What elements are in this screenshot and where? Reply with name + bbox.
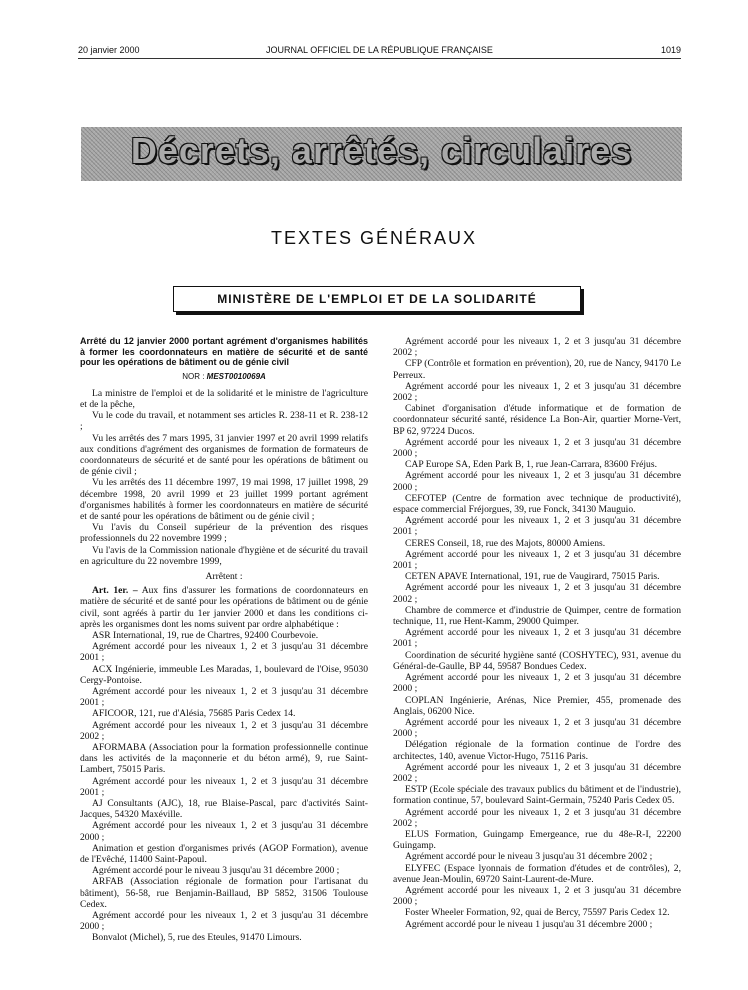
right-entry-list bbox=[393, 336, 681, 930]
nor-code: MEST0010069A bbox=[206, 371, 266, 381]
organism-entry: ACX Ingénierie, immeuble Les Maradas, 1, boulevard de l'Oise, 95030 Cergy-Pontoise. bbox=[80, 663, 368, 686]
agrement-line: Agrément accordé pour les niveaux 1, 2 et 3 jusqu'au 31 décembre 2002 ; bbox=[393, 336, 681, 359]
arrete-title: Arrêté du 12 janvier 2000 portant agrément d'organismes habilités à former les coordonnateurs en matière de sécurité et de santé pour les opérations de bâtiment ou de génie civil bbox=[80, 336, 368, 367]
article-1 bbox=[80, 585, 368, 630]
vu-paragraph: Vu l'avis du Conseil supérieur de la prévention des risques professionnels du 22 novembre 1999 ; bbox=[80, 522, 368, 545]
organism-entry: CFP (Contrôle et formation en prévention), 20, rue de Nancy, 94170 Le Perreux. bbox=[393, 358, 681, 381]
agrement-line: Agrément accordé pour les niveaux 1, 2 et 3 jusqu'au 31 décembre 2002 ; bbox=[393, 380, 681, 404]
organism-entry: ELYFEC (Espace lyonnais de formation d'études et de contrôles), 2, avenue Jean-Moulin, 69720 Saint-Laurent-de-Mure. bbox=[393, 862, 681, 885]
header-rule bbox=[78, 58, 681, 59]
organism-entry: AFORMABA (Association pour la formation professionnelle continue dans les activités de la maçonnerie et du béton armé), 9, rue Saint-Lambert, 75015 Paris. bbox=[80, 742, 368, 776]
organism-entry: COPLAN Ingénierie, Arénas, Nice Premier, 455, promenade des Anglais, 06200 Nice. bbox=[393, 694, 681, 717]
organism-entry: Coordination de sécurité hygiène santé (COSHYTEC), 931, avenue du Général-de-Gaulle, BP 44, 59587 Bondues Cedex. bbox=[393, 649, 681, 672]
organism-entry: ELUS Formation, Guingamp Emergeance, rue du 48e-R-I, 22200 Guingamp. bbox=[393, 828, 681, 852]
organism-entry: CEFOTEP (Centre de formation avec technique de productivité), espace commercial Fréjorgues, 39, rue Fonck, 34130 Mauguio. bbox=[393, 492, 681, 516]
banner-title: Décrets, arrêtés, circulaires bbox=[130, 130, 633, 171]
organism-entry: CETEN APAVE International, 191, rue de Vaugirard, 75015 Paris. bbox=[405, 571, 660, 583]
agrement-line: Agrément accordé pour les niveaux 1, 2 et 3 jusqu'au 31 décembre 2000 ; bbox=[393, 672, 681, 695]
page-header bbox=[78, 45, 681, 59]
vu-paragraph: Vu l'avis de la Commission nationale d'hygiène et de sécurité du travail en agriculture du 22 novembre 1999, bbox=[80, 544, 368, 567]
organism-entry: Animation et gestion d'organismes privés (AGOP Formation), avenue de l'Evêché, 11400 Saint-Papoul. bbox=[80, 842, 368, 866]
arrete-intro: La ministre de l'emploi et de la solidarité et le ministre de l'agriculture et de la pêche, bbox=[80, 387, 368, 410]
nor-line bbox=[80, 371, 368, 382]
agrement-line: Agrément accordé pour les niveaux 1, 2 et 3 jusqu'au 31 décembre 2001 ; bbox=[80, 685, 368, 709]
vu-paragraph: Vu les arrêtés des 7 mars 1995, 31 janvier 1997 et 20 avril 1999 relatifs aux conditions d'agrément des organismes de formation de formateurs de coordonnateurs de sécurité et de santé pour les opérations de bâtiment ou de génie civil ; bbox=[80, 432, 368, 478]
organism-entry: Cabinet d'organisation d'étude informatique et de formation de coordonnateur sécurité santé, résidence La Bon-Air, quartier Morne-Vert, BP 62, 97224 Ducos. bbox=[393, 403, 681, 437]
agrement-line: Agrément accordé pour les niveaux 1, 2 et 3 jusqu'au 31 décembre 2000 ; bbox=[80, 910, 368, 933]
nor-label: NOR : bbox=[182, 371, 205, 381]
agrement-line: Agrément accordé pour les niveaux 1, 2 et 3 jusqu'au 31 décembre 2001 ; bbox=[393, 515, 681, 538]
organism-entry: ASR International, 19, rue de Chartres, 92400 Courbevoie. bbox=[92, 629, 319, 641]
organism-entry: Bonvalot (Michel), 5, rue des Eteules, 91470 Limours. bbox=[92, 932, 302, 944]
banner bbox=[81, 127, 682, 181]
article-1-number: Art. 1er. – bbox=[92, 585, 138, 597]
agrement-line: Agrément accordé pour les niveaux 1, 2 et 3 jusqu'au 31 décembre 2002 ; bbox=[393, 761, 681, 784]
organism-entry: AFICOOR, 121, rue d'Alésia, 75685 Paris Cedex 14. bbox=[92, 708, 296, 720]
agrement-line: Agrément accordé pour les niveaux 1, 2 et 3 jusqu'au 31 décembre 2002 ; bbox=[393, 806, 681, 829]
agrement-line: Agrément accordé pour les niveaux 1, 2 et 3 jusqu'au 31 décembre 2000 ; bbox=[393, 716, 681, 740]
column-left bbox=[80, 336, 368, 966]
agrement-line: Agrément accordé pour les niveaux 1, 2 et 3 jusqu'au 31 décembre 2001 ; bbox=[80, 775, 368, 798]
agrement-line: Agrément accordé pour le niveau 3 jusqu'au 31 décembre 2002 ; bbox=[405, 851, 653, 863]
agrement-line: Agrément accordé pour les niveaux 1, 2 et 3 jusqu'au 31 décembre 2000 ; bbox=[393, 436, 681, 460]
organism-entry: CERES Conseil, 18, rue des Majots, 80000 Amiens. bbox=[405, 537, 606, 549]
arretent-heading: Arrêtent : bbox=[205, 570, 243, 582]
header-journal-title: JOURNAL OFFICIEL DE LA RÉPUBLIQUE FRANÇAISE bbox=[266, 45, 493, 55]
ministry-box: MINISTÈRE DE L'EMPLOI ET DE LA SOLIDARITÉ bbox=[173, 286, 581, 312]
agrement-line: Agrément accordé pour les niveaux 1, 2 et 3 jusqu'au 31 décembre 2000 ; bbox=[393, 470, 681, 493]
organism-entry: ESTP (Ecole spéciale des travaux publics du bâtiment et de l'industrie), formation continue, 57, boulevard Saint-Germain, 75240 Paris Cedex 05. bbox=[393, 784, 681, 807]
vu-paragraph: Vu le code du travail, et notamment ses articles R. 238-11 et R. 238-12 ; bbox=[80, 410, 368, 433]
article-1-text: Aux fins d'assurer les formations de coordonnateurs en matière de sécurité et de santé pour les opérations de bâtiment ou de génie civil, sont agréés à partir du 1er janvier 2000 et dans les conditions ci-après les organismes dont les noms suivent par ordre alphabétique : bbox=[80, 585, 368, 630]
section-title: TEXTES GÉNÉRAUX bbox=[270, 228, 478, 248]
agrement-line: Agrément accordé pour les niveaux 1, 2 et 3 jusqu'au 31 décembre 2000 ; bbox=[393, 884, 681, 908]
left-entry-list bbox=[80, 630, 368, 944]
agrement-line: Agrément accordé pour les niveaux 1, 2 et 3 jusqu'au 31 décembre 2001 ; bbox=[393, 548, 681, 572]
organism-entry: Foster Wheeler Formation, 92, quai de Bercy, 75597 Paris Cedex 12. bbox=[405, 907, 670, 919]
organism-entry: ARFAB (Association régionale de formation pour l'artisanat du bâtiment), 56-58, rue Benjamin-Baillaud, BP 5852, 31506 Toulouse Cedex. bbox=[80, 876, 368, 910]
agrement-line: Agrément accordé pour les niveaux 1, 2 et 3 jusqu'au 31 décembre 2001 ; bbox=[393, 627, 681, 650]
agrement-line: Agrément accordé pour le niveau 1 jusqu'au 31 décembre 2000 ; bbox=[405, 918, 653, 930]
header-page-number: 1019 bbox=[660, 45, 681, 55]
agrement-line: Agrément accordé pour les niveaux 1, 2 et 3 jusqu'au 31 décembre 2002 ; bbox=[80, 719, 368, 742]
organism-entry: Chambre de commerce et d'industrie de Quimper, centre de formation technique, 11, rue Hent-Kamm, 29000 Quimper. bbox=[393, 604, 681, 628]
vu-paragraph: Vu les arrêtés des 11 décembre 1997, 19 mai 1998, 17 juillet 1998, 29 décembre 1998, 20 avril 1999 et 23 juillet 1999 portant agrément d'organismes habilités à former les coordonnateurs en matière de sécurité et de santé pour les opérations de bâtiment ou de génie civil ; bbox=[80, 477, 368, 522]
agrement-line: Agrément accordé pour les niveaux 1, 2 et 3 jusqu'au 31 décembre 2001 ; bbox=[80, 641, 368, 664]
header-date: 20 janvier 2000 bbox=[78, 45, 140, 55]
column-right bbox=[393, 336, 681, 966]
organism-entry: AJ Consultants (AJC), 18, rue Blaise-Pascal, parc d'activités Saint-Jacques, 54320 Maxéville. bbox=[80, 798, 368, 821]
agrement-line: Agrément accordé pour les niveaux 1, 2 et 3 jusqu'au 31 décembre 2002 ; bbox=[393, 582, 681, 605]
agrement-line: Agrément accordé pour le niveau 3 jusqu'au 31 décembre 2000 ; bbox=[92, 865, 340, 877]
organism-entry: Délégation régionale de la formation continue de l'ordre des architectes, 140, avenue Victor-Hugo, 75116 Paris. bbox=[393, 739, 681, 762]
agrement-line: Agrément accordé pour les niveaux 1, 2 et 3 jusqu'au 31 décembre 2000 ; bbox=[80, 820, 368, 843]
organism-entry: CAP Europe SA, Eden Park B, 1, rue Jean-Carrara, 83600 Fréjus. bbox=[405, 459, 657, 471]
